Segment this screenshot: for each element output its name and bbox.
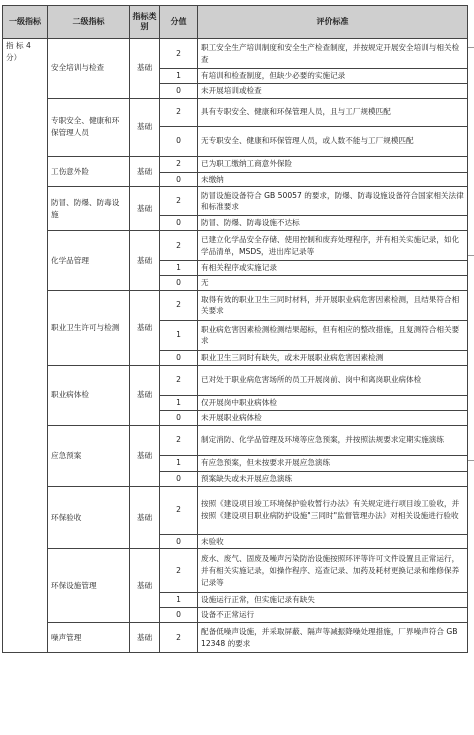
table-row	[3, 156, 468, 172]
level2-name: 职业病体检	[48, 365, 130, 425]
criteria-cell: 已建立化学品安全存储、使用控制和废弃处理程序，并有相关实施记录，如化学品清单，MSDS，进出库记录等	[198, 231, 468, 261]
category-cell: 基础	[130, 156, 160, 187]
table-row	[3, 290, 468, 320]
score-cell: 1	[160, 261, 198, 276]
score-cell: 0	[160, 216, 198, 231]
table-row	[3, 39, 468, 69]
criteria-cell: 有相关程序或实施记录	[198, 261, 468, 276]
criteria-cell: 按照《建设项目竣工环境保护验收暂行办法》有关规定进行项目竣工验收，并按照《建设项目职业病防护设施"三同时"监督管理办法》对相关设施进行验收	[198, 486, 468, 534]
criteria-cell: 废水、废气、固废及噪声污染防治设施按照环评等许可文件设置且正常运行，并有相关实施记录，如操作程序、巡查记录、加药及耗材更换记录和维修保养记录等	[198, 549, 468, 593]
score-cell: 1	[160, 593, 198, 608]
level2-name: 工伤意外险	[48, 156, 130, 187]
score-cell: 2	[160, 156, 198, 172]
score-cell: 0	[160, 172, 198, 187]
criteria-cell: 无专职安全、健康和环保管理人员，或人数不能与工厂规模匹配	[198, 126, 468, 156]
score-cell: 0	[160, 276, 198, 291]
score-cell: 0	[160, 83, 198, 98]
criteria-cell: 职业病危害因素检测检测结果超标，但有相应的整改措施，且复测符合相关要求	[198, 320, 468, 350]
criteria-cell: 防冒、防爆、防毒设施不达标	[198, 216, 468, 231]
table-row	[3, 623, 468, 653]
header-level1: 一级指标	[3, 6, 48, 39]
category-cell: 基础	[130, 231, 160, 291]
criteria-cell: 预案缺失或未开展应急演练	[198, 471, 468, 486]
criteria-cell: 有培训和检查制度，但缺少必要的实施记录	[198, 69, 468, 84]
score-cell: 0	[160, 350, 198, 365]
criteria-cell: 设施运行正常，但实施记录有缺失	[198, 593, 468, 608]
criteria-cell: 有应急预案，但未按要求开展应急演练	[198, 455, 468, 471]
score-cell: 0	[160, 126, 198, 156]
score-cell: 2	[160, 39, 198, 69]
header-criteria: 评价标准	[198, 6, 468, 39]
category-cell: 基础	[130, 549, 160, 623]
level2-name: 应急预案	[48, 425, 130, 486]
category-cell: 基础	[130, 290, 160, 365]
score-cell: 1	[160, 320, 198, 350]
level2-name: 环保验收	[48, 486, 130, 549]
level2-name: 职业卫生许可与检测	[48, 290, 130, 365]
score-cell: 2	[160, 486, 198, 534]
criteria-cell: 仅开展岗中职业病体检	[198, 395, 468, 410]
score-cell: 2	[160, 549, 198, 593]
score-cell: 0	[160, 471, 198, 486]
score-cell: 0	[160, 608, 198, 623]
score-cell: 1	[160, 395, 198, 410]
criteria-cell: 取得有效的职业卫生三同时材料，并开展职业病危害因素检测，且结果符合相关要求	[198, 290, 468, 320]
level2-name: 环保设施管理	[48, 549, 130, 623]
table-row	[3, 365, 468, 395]
criteria-cell: 已为职工缴纳工商意外保险	[198, 156, 468, 172]
criteria-cell: 未开展培训或检查	[198, 83, 468, 98]
criteria-cell: 未开展职业病体检	[198, 410, 468, 425]
table-body	[3, 39, 468, 653]
criteria-cell: 配备低噪声设施，并采取屏蔽、隔声等减振降噪处理措施，厂界噪声符合 GB 12348 的要求	[198, 623, 468, 653]
score-cell: 2	[160, 425, 198, 455]
category-cell: 基础	[130, 365, 160, 425]
score-cell: 2	[160, 231, 198, 261]
header-score: 分值	[160, 6, 198, 39]
category-cell: 基础	[130, 98, 160, 156]
criteria-cell: 未验收	[198, 534, 468, 549]
level2-name: 化学品管理	[48, 231, 130, 291]
table-row	[3, 187, 468, 216]
score-cell: 1	[160, 69, 198, 84]
header-level2: 二级指标	[48, 6, 130, 39]
category-cell: 基础	[130, 187, 160, 231]
criteria-cell: 设备不正常运行	[198, 608, 468, 623]
category-cell: 基础	[130, 486, 160, 549]
table-row	[3, 549, 468, 593]
margin-mark	[468, 460, 474, 461]
score-cell: 2	[160, 98, 198, 126]
table-row	[3, 98, 468, 126]
margin-mark	[468, 255, 474, 256]
table-row	[3, 486, 468, 534]
table-row	[3, 425, 468, 455]
evaluation-table	[2, 5, 468, 653]
table-row	[3, 231, 468, 261]
level1-cell: 指 标 4 分）	[3, 39, 48, 653]
score-cell: 2	[160, 623, 198, 653]
score-cell: 2	[160, 365, 198, 395]
category-cell: 基础	[130, 39, 160, 99]
criteria-cell: 防冒设施设备符合 GB 50057 的要求，防爆、防毒设施设备符合国家相关法律和标准要求	[198, 187, 468, 216]
criteria-cell: 未缴纳	[198, 172, 468, 187]
header-category: 指标类别	[130, 6, 160, 39]
score-cell: 1	[160, 455, 198, 471]
level2-name: 专职安全、健康和环保管理人员	[48, 98, 130, 156]
criteria-cell: 具有专职安全、健康和环保管理人员，且与工厂规模匹配	[198, 98, 468, 126]
level2-name: 防冒、防爆、防毒设施	[48, 187, 130, 231]
score-cell: 2	[160, 187, 198, 216]
level2-name: 噪声管理	[48, 623, 130, 653]
category-cell: 基础	[130, 623, 160, 653]
score-cell: 2	[160, 290, 198, 320]
criteria-cell: 已对处于职业病危害场所的员工开展岗前、岗中和离岗职业病体检	[198, 365, 468, 395]
margin-mark	[468, 47, 474, 48]
level2-name: 安全培训与检查	[48, 39, 130, 99]
category-cell: 基础	[130, 425, 160, 486]
criteria-cell: 无	[198, 276, 468, 291]
score-cell: 0	[160, 410, 198, 425]
header-row	[3, 6, 468, 39]
criteria-cell: 职工安全生产培训制度和安全生产检查制度，并按规定开展安全培训与相关检查	[198, 39, 468, 69]
criteria-cell: 职业卫生三同时有缺失，或未开展职业病危害因素检测	[198, 350, 468, 365]
score-cell: 0	[160, 534, 198, 549]
criteria-cell: 制定消防、化学品管理及环境等应急预案，并按照法规要求定期实施演练	[198, 425, 468, 455]
